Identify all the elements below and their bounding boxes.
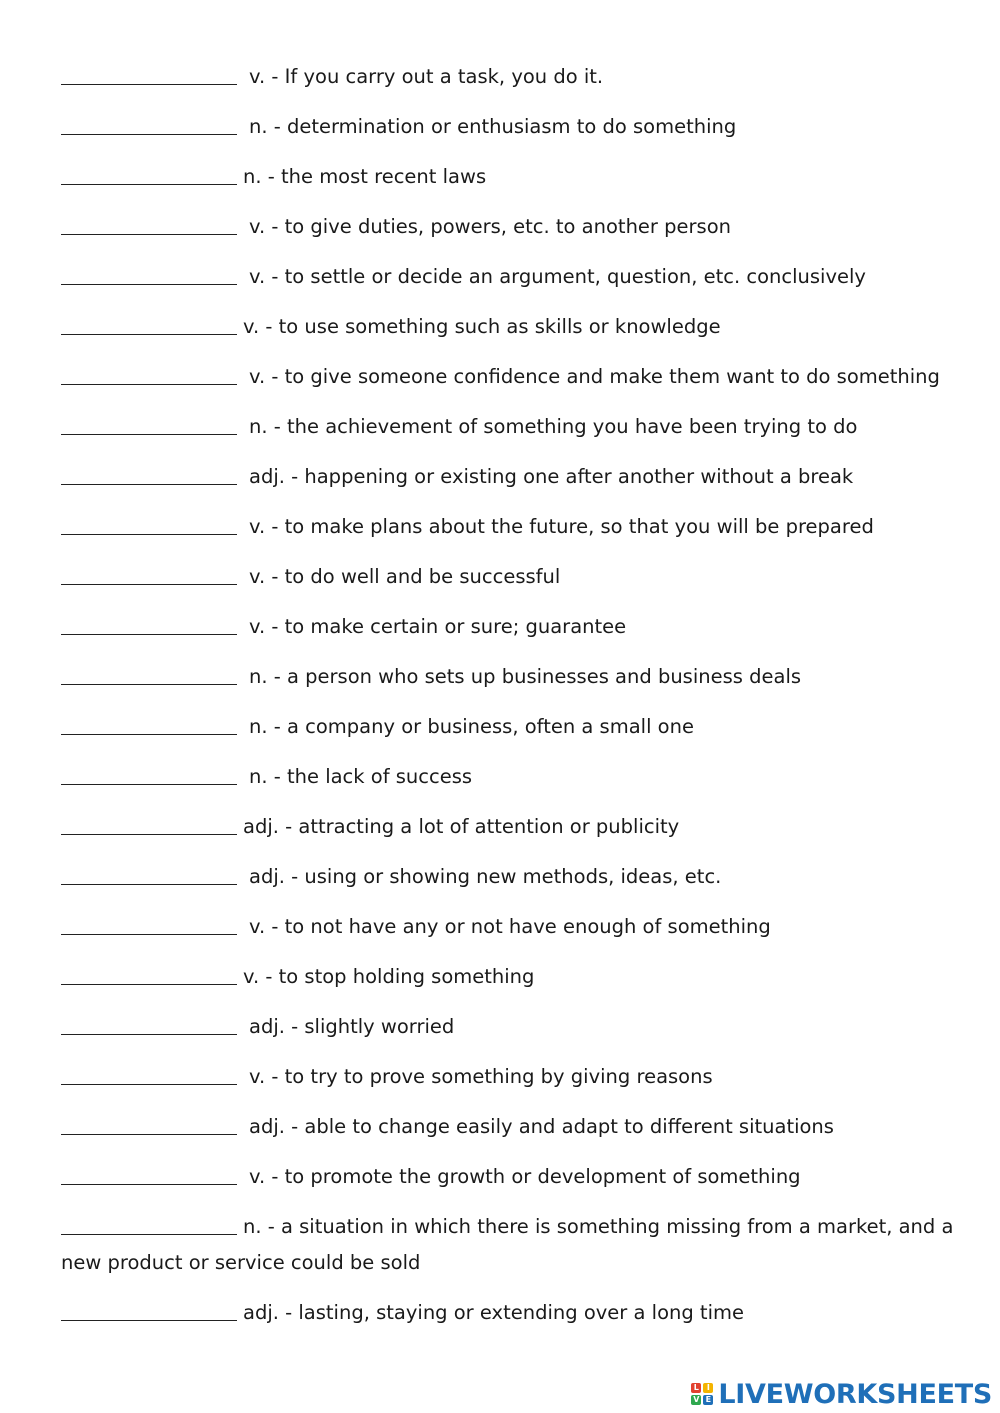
worksheet-row	[61, 1108, 961, 1158]
answer-blank[interactable]	[61, 808, 237, 835]
answer-blank[interactable]	[61, 308, 237, 335]
definition-text: v. - to settle or decide an argument, question, etc. conclusively	[249, 265, 866, 288]
definition-text: n. - the achievement of something you have been trying to do	[249, 415, 858, 438]
worksheet-row	[61, 1208, 961, 1294]
definition-text: v. - to do well and be successful	[249, 565, 561, 588]
logo-mark-letter: L	[691, 1383, 701, 1393]
worksheet	[61, 58, 961, 1344]
worksheet-row	[61, 758, 961, 808]
answer-blank[interactable]	[61, 658, 237, 685]
definition-text: v. - to try to prove something by giving reasons	[249, 1065, 713, 1088]
answer-blank[interactable]	[61, 158, 237, 185]
definition-text: n. - the lack of success	[249, 765, 473, 788]
worksheet-row	[61, 258, 961, 308]
worksheet-row	[61, 608, 961, 658]
logo-mark-icon	[691, 1383, 713, 1405]
answer-blank[interactable]	[61, 558, 237, 585]
definition-text: n. - a company or business, often a small one	[249, 715, 694, 738]
worksheet-row	[61, 108, 961, 158]
answer-blank[interactable]	[61, 758, 237, 785]
definition-text: n. - determination or enthusiasm to do something	[249, 115, 737, 138]
answer-blank[interactable]	[61, 1208, 237, 1235]
answer-blank[interactable]	[61, 208, 237, 235]
answer-blank[interactable]	[61, 58, 237, 85]
worksheet-row	[61, 208, 961, 258]
answer-blank[interactable]	[61, 1294, 237, 1321]
answer-blank[interactable]	[61, 458, 237, 485]
answer-blank[interactable]	[61, 1158, 237, 1185]
liveworksheets-logo	[691, 1380, 992, 1408]
worksheet-row	[61, 458, 961, 508]
definition-text: v. - to make certain or sure; guarantee	[249, 615, 627, 638]
definition-text: v. - If you carry out a task, you do it.	[249, 65, 604, 88]
answer-blank[interactable]	[61, 1008, 237, 1035]
worksheet-row	[61, 958, 961, 1008]
worksheet-row	[61, 1158, 961, 1208]
worksheet-row	[61, 1008, 961, 1058]
definition-text: adj. - attracting a lot of attention or publicity	[243, 815, 680, 838]
worksheet-row	[61, 558, 961, 608]
definition-text: v. - to promote the growth or development of something	[249, 1165, 801, 1188]
definition-text: v. - to stop holding something	[243, 965, 535, 988]
worksheet-row	[61, 358, 961, 408]
answer-blank[interactable]	[61, 1108, 237, 1135]
worksheet-row	[61, 858, 961, 908]
answer-blank[interactable]	[61, 358, 237, 385]
definition-text: adj. - slightly worried	[249, 1015, 455, 1038]
definition-text: n. - the most recent laws	[243, 165, 487, 188]
answer-blank[interactable]	[61, 608, 237, 635]
worksheet-row	[61, 1294, 961, 1344]
answer-blank[interactable]	[61, 908, 237, 935]
definition-text: adj. - happening or existing one after another without a break	[249, 465, 854, 488]
definition-text: adj. - lasting, staying or extending over a long time	[243, 1301, 744, 1324]
definition-text: n. - a situation in which there is something missing from a market, and a new product or service could be sold	[61, 1215, 954, 1274]
worksheet-row	[61, 58, 961, 108]
worksheet-row	[61, 1058, 961, 1108]
answer-blank[interactable]	[61, 958, 237, 985]
definition-text: adj. - using or showing new methods, ideas, etc.	[249, 865, 722, 888]
answer-blank[interactable]	[61, 408, 237, 435]
answer-blank[interactable]	[61, 1058, 237, 1085]
worksheet-row	[61, 808, 961, 858]
definition-text: v. - to use something such as skills or knowledge	[243, 315, 721, 338]
logo-mark-letter: E	[703, 1395, 713, 1405]
worksheet-row	[61, 658, 961, 708]
definition-text: v. - to make plans about the future, so that you will be prepared	[249, 515, 874, 538]
logo-mark-letter: V	[693, 1395, 700, 1404]
logo-mark-letter: I	[703, 1383, 713, 1393]
worksheet-row	[61, 508, 961, 558]
answer-blank[interactable]	[61, 108, 237, 135]
definition-text: adj. - able to change easily and adapt to different situations	[249, 1115, 834, 1138]
definition-text: v. - to not have any or not have enough of something	[249, 915, 771, 938]
answer-blank[interactable]	[61, 708, 237, 735]
definition-text: n. - a person who sets up businesses and business deals	[249, 665, 802, 688]
answer-blank[interactable]	[61, 258, 237, 285]
worksheet-row	[61, 708, 961, 758]
definition-text: v. - to give someone confidence and make them want to do something	[249, 365, 940, 388]
definition-text: v. - to give duties, powers, etc. to another person	[249, 215, 731, 238]
logo-text: LIVEWORKSHEETS	[718, 1378, 992, 1410]
worksheet-row	[61, 158, 961, 208]
answer-blank[interactable]	[61, 858, 237, 885]
worksheet-row	[61, 408, 961, 458]
worksheet-row	[61, 308, 961, 358]
answer-blank[interactable]	[61, 508, 237, 535]
worksheet-row	[61, 908, 961, 958]
